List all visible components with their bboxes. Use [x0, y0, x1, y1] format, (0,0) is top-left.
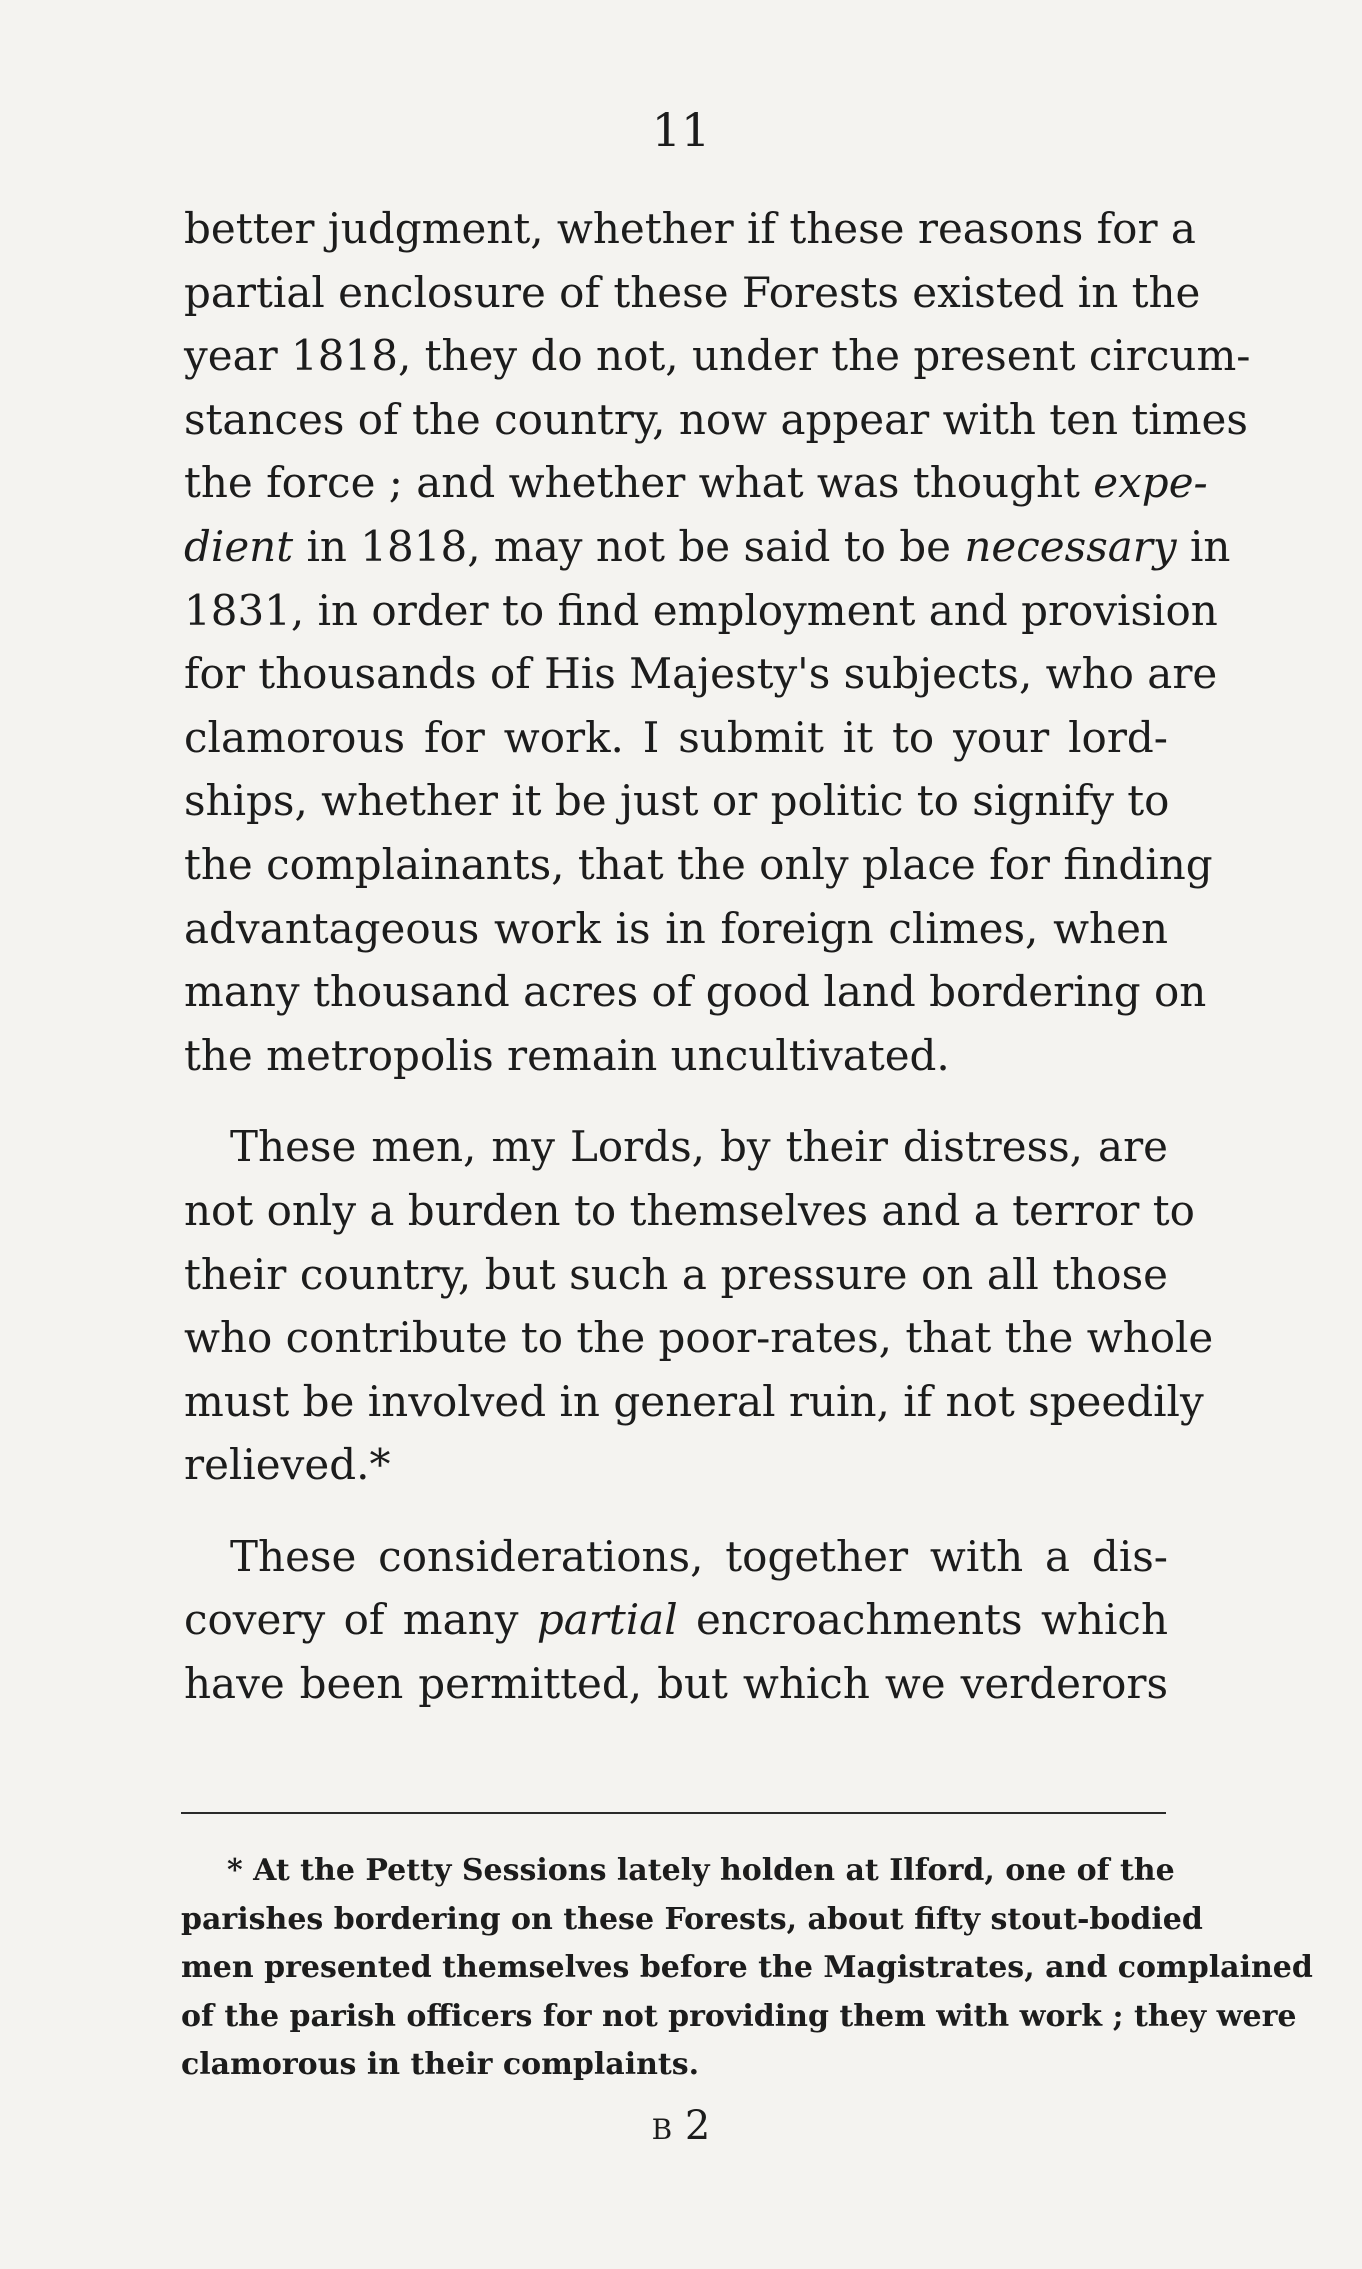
footnote-line: clamorous in their complaints. — [181, 2047, 700, 2082]
text-line: 1831, in order to find employment and provision — [184, 585, 1218, 635]
text-line: These men, my Lords, by their distress, are — [230, 1122, 1168, 1172]
text-line: who contribute to the poor-rates, that the whole — [184, 1313, 1214, 1363]
italic-text: dient — [184, 521, 294, 571]
text-line: ships, whether it be just or politic to signify to — [184, 776, 1170, 826]
paragraph-gap — [184, 1497, 1168, 1525]
text-line: advantageous work is in foreign climes, when — [184, 903, 1168, 953]
text-line: partial enclosure of these Forests existed in the — [184, 267, 1201, 317]
text-line: must be involved in general ruin, if not speedily — [184, 1376, 1204, 1426]
paragraph-gap — [184, 1087, 1168, 1115]
text-line: the complainants, that the only place for finding — [184, 839, 1213, 889]
footnote-divider — [181, 1812, 1166, 1814]
text-span: in 1818, may not be said to be — [306, 521, 952, 571]
signature-number: 2 — [684, 2103, 711, 2149]
text-line: year 1818, they do not, under the present circum- — [184, 331, 1251, 381]
text-line: relieved.* — [184, 1440, 391, 1490]
text-line: not only a burden to themselves and a terror to — [184, 1185, 1195, 1235]
body-text — [184, 197, 1251, 1716]
page-number: 11 — [651, 103, 711, 157]
text-line: the metropolis remain uncultivated. — [184, 1030, 950, 1080]
italic-text: necessary — [964, 521, 1177, 571]
footnote-line: parishes bordering on these Forests, about fifty stout-bodied — [181, 1901, 1203, 1937]
footnote-line: men presented themselves before the Magistrates, and complained — [181, 1950, 1313, 1985]
text-line: stances of the country, now appear with ten times — [184, 394, 1248, 444]
text-line — [184, 1588, 1168, 1652]
text-line: These considerations, together with a dis- — [230, 1531, 1168, 1581]
text-span: covery of many — [184, 1595, 519, 1645]
text-line: many thousand acres of good land bordering on — [184, 967, 1207, 1017]
italic-text: partial — [536, 1595, 678, 1645]
text-span: the force ; and whether what was thought — [184, 458, 1080, 508]
signature-letter: B — [651, 2113, 673, 2146]
footnote — [181, 1847, 1313, 2090]
text-span: in — [1189, 521, 1231, 571]
text-line — [184, 451, 1208, 515]
text-line: clamorous for work. I submit it to your lord- — [184, 712, 1168, 762]
signature-mark — [0, 2096, 1362, 2160]
text-span: encroachments which — [696, 1595, 1168, 1645]
text-line: their country, but such a pressure on all those — [184, 1249, 1168, 1299]
footnote-line: of the parish officers for not providing them with work ; they were — [181, 1998, 1297, 2034]
italic-text: expe- — [1093, 458, 1208, 508]
text-line: better judgment, whether if these reasons for a — [184, 204, 1196, 253]
text-line: have been permitted, but which we verderors — [184, 1659, 1168, 1709]
footnote-line: * At the Petty Sessions lately holden at Ilford, one of the — [227, 1853, 1175, 1888]
text-line: for thousands of His Majesty's subjects, who are — [184, 649, 1218, 699]
text-line — [184, 515, 1231, 579]
